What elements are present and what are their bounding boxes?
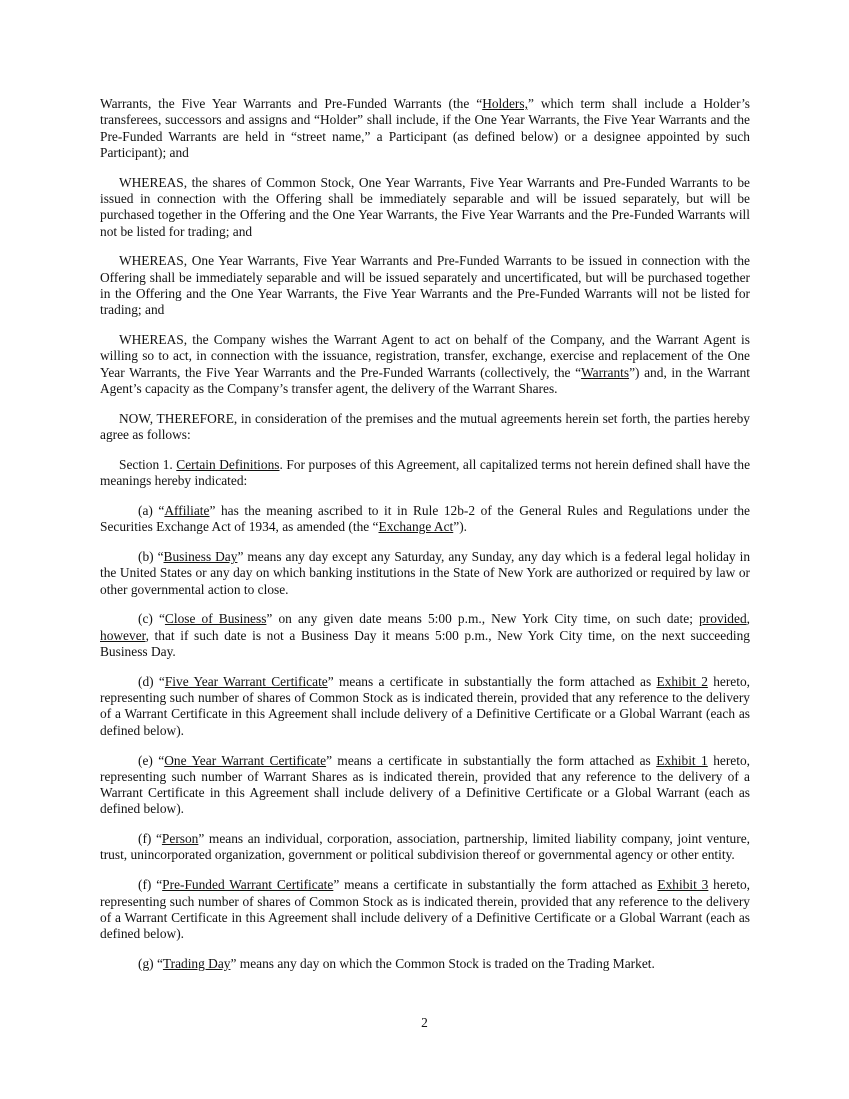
definition-close-of-business bbox=[100, 611, 750, 660]
term-however: however bbox=[100, 627, 146, 643]
section-title: Certain Definitions bbox=[176, 456, 280, 472]
definition-label: (d) “ bbox=[138, 673, 165, 689]
definition-label: (g) “ bbox=[138, 955, 163, 971]
text: hereto, representing such number of shares of Common Stock as is indicated therein, provided that any reference to the delivery of a Warrant Certificate in this Agreement shall include delivery of a Definitive Certificate or a Global Warrant (each as defined below). bbox=[100, 673, 750, 738]
definition-label: (a) “ bbox=[138, 502, 165, 518]
exhibit-reference: Exhibit 3 bbox=[657, 877, 709, 893]
text: ” has the meaning ascribed to it in Rule 12b-2 of the General Rules and Regulations under the Securities Exchange Act of 1934, as amended (the “ bbox=[100, 502, 750, 535]
text: ” means a certificate in substantially the form attached as bbox=[327, 673, 657, 689]
defined-term-one-year-warrant-certificate: One Year Warrant Certificate bbox=[164, 752, 327, 768]
text: WHEREAS, the Company wishes the Warrant Agent to act on behalf of the Company, and the Warrant Agent is willing so to act, in connection with the issuance, registration, transfer, exchange, exercise and replacement of the One Year Warrants, the Five Year Warrants and the Pre-Funded Warrants (collectively, the “ bbox=[100, 332, 750, 380]
text: ” means a certificate in substantially the form attached as bbox=[326, 752, 657, 768]
defined-term-trading-day: Trading Day bbox=[162, 955, 231, 971]
text: ” means any day on which the Common Stock is traded on the Trading Market. bbox=[230, 955, 655, 971]
defined-term-person: Person bbox=[161, 831, 199, 847]
defined-term-holders: Holders, bbox=[482, 96, 528, 111]
text: . For purposes of this Agreement, all capitalized terms not herein defined shall have the meanings hereby indicated: bbox=[100, 456, 751, 489]
definition-label: (b) “ bbox=[138, 549, 164, 565]
definition-label: (f) “ bbox=[138, 877, 163, 893]
definition-five-year-warrant-certificate bbox=[100, 674, 750, 739]
exhibit-reference: Exhibit 2 bbox=[656, 673, 708, 689]
text: , that if such date is not a Business Day it means 5:00 p.m., New York City time, on the next succeeding Business Day. bbox=[100, 627, 750, 660]
text: ”). bbox=[453, 519, 468, 535]
text: ” which term shall include a Holder’s transferees, successors and assigns and “Holder” shall include, if the One Year Warrants, the Five Year Warrants and the Pre-Funded Warrants are held in “street name,” a Participant (as defined below) or a designee appointed by such Participant); and bbox=[100, 96, 751, 160]
definition-one-year-warrant-certificate bbox=[100, 753, 750, 818]
page-number: 2 bbox=[421, 1015, 428, 1030]
defined-term-exchange-act: Exchange Act bbox=[378, 519, 454, 535]
defined-term-pre-funded-warrant-certificate: Pre-Funded Warrant Certificate bbox=[162, 877, 334, 893]
text: hereto, representing such number of shares of Common Stock as is indicated therein, provided that any reference to the delivery of a Warrant Certificate in this Agreement shall include delivery of a Definitive Certificate or a Global Warrant (each as defined below). bbox=[100, 877, 750, 942]
text: ”) and, in the Warrant Agent’s capacity as the Company’s transfer agent, the delivery of the Warrant Shares. bbox=[100, 364, 751, 396]
exhibit-reference: Exhibit 1 bbox=[656, 752, 708, 768]
term-provided: provided bbox=[699, 611, 747, 627]
definition-business-day bbox=[100, 549, 750, 598]
text: ” means any day except any Saturday, any Sunday, any day which is a federal legal holiday in the United States or any day on which banking institutions in the State of New York are authorized or required by law or other governmental action to close. bbox=[100, 549, 751, 597]
document-page bbox=[100, 96, 750, 986]
definition-affiliate bbox=[100, 503, 750, 536]
defined-term-affiliate: Affiliate bbox=[164, 502, 210, 518]
definition-person bbox=[100, 831, 750, 864]
defined-term-close-of-business: Close of Business bbox=[164, 611, 267, 627]
section-1-heading bbox=[100, 457, 750, 490]
paragraph-whereas-1: WHEREAS, the shares of Common Stock, One Year Warrants, Five Year Warrants and Pre-Funded Warrants to be issued in connection with the Offering shall be immediately separable and will be issued separately, but will be purchased together in the Offering and the One Year Warrants, the Five Year Warrants and the Pre-Funded Warrants will not be listed for trading; and bbox=[100, 174, 750, 239]
definition-pre-funded-warrant-certificate bbox=[100, 877, 750, 942]
paragraph-whereas-2: WHEREAS, One Year Warrants, Five Year Warrants and Pre-Funded Warrants to be issued in connection with the Offering shall be immediately separable and will be issued separately and uncertificated, but will be purchased together in the Offering and the One Year Warrants, the Five Year Warrants and the Pre-Funded Warrants will not be listed for trading; and bbox=[100, 253, 750, 318]
paragraph-holders bbox=[100, 96, 750, 161]
text: ” means a certificate in substantially the form attached as bbox=[333, 877, 658, 893]
text: Warrants, the Five Year Warrants and Pre-Funded Warrants (the “ bbox=[100, 96, 483, 111]
definition-trading-day bbox=[100, 956, 750, 972]
definition-label: (f) “ bbox=[138, 831, 162, 847]
defined-term-warrants: Warrants bbox=[581, 364, 630, 380]
text: hereto, representing such number of Warrant Shares as is indicated therein, provided that any reference to the delivery of a Warrant Certificate in this Agreement shall include delivery of a Definitive Certificate or a Global Warrant (each as defined below). bbox=[100, 752, 750, 817]
paragraph-now-therefore: NOW, THEREFORE, in consideration of the premises and the mutual agreements herein set forth, the parties hereby agree as follows: bbox=[100, 410, 750, 443]
defined-term-five-year-warrant-certificate: Five Year Warrant Certificate bbox=[164, 673, 328, 689]
text: ” means an individual, corporation, association, partnership, limited liability company, joint venture, trust, unincorporated organization, government or political subdivision thereof or governmental agency or other entity. bbox=[100, 831, 750, 863]
text: ” on any given date means 5:00 p.m., New York City time, on such date; bbox=[266, 611, 700, 627]
definition-label: (e) “ bbox=[138, 752, 165, 768]
text: , bbox=[746, 611, 751, 627]
section-number: Section 1. bbox=[119, 456, 177, 472]
definition-label: (c) “ bbox=[138, 611, 165, 627]
paragraph-whereas-3 bbox=[100, 332, 750, 397]
defined-term-business-day: Business Day bbox=[163, 549, 238, 565]
